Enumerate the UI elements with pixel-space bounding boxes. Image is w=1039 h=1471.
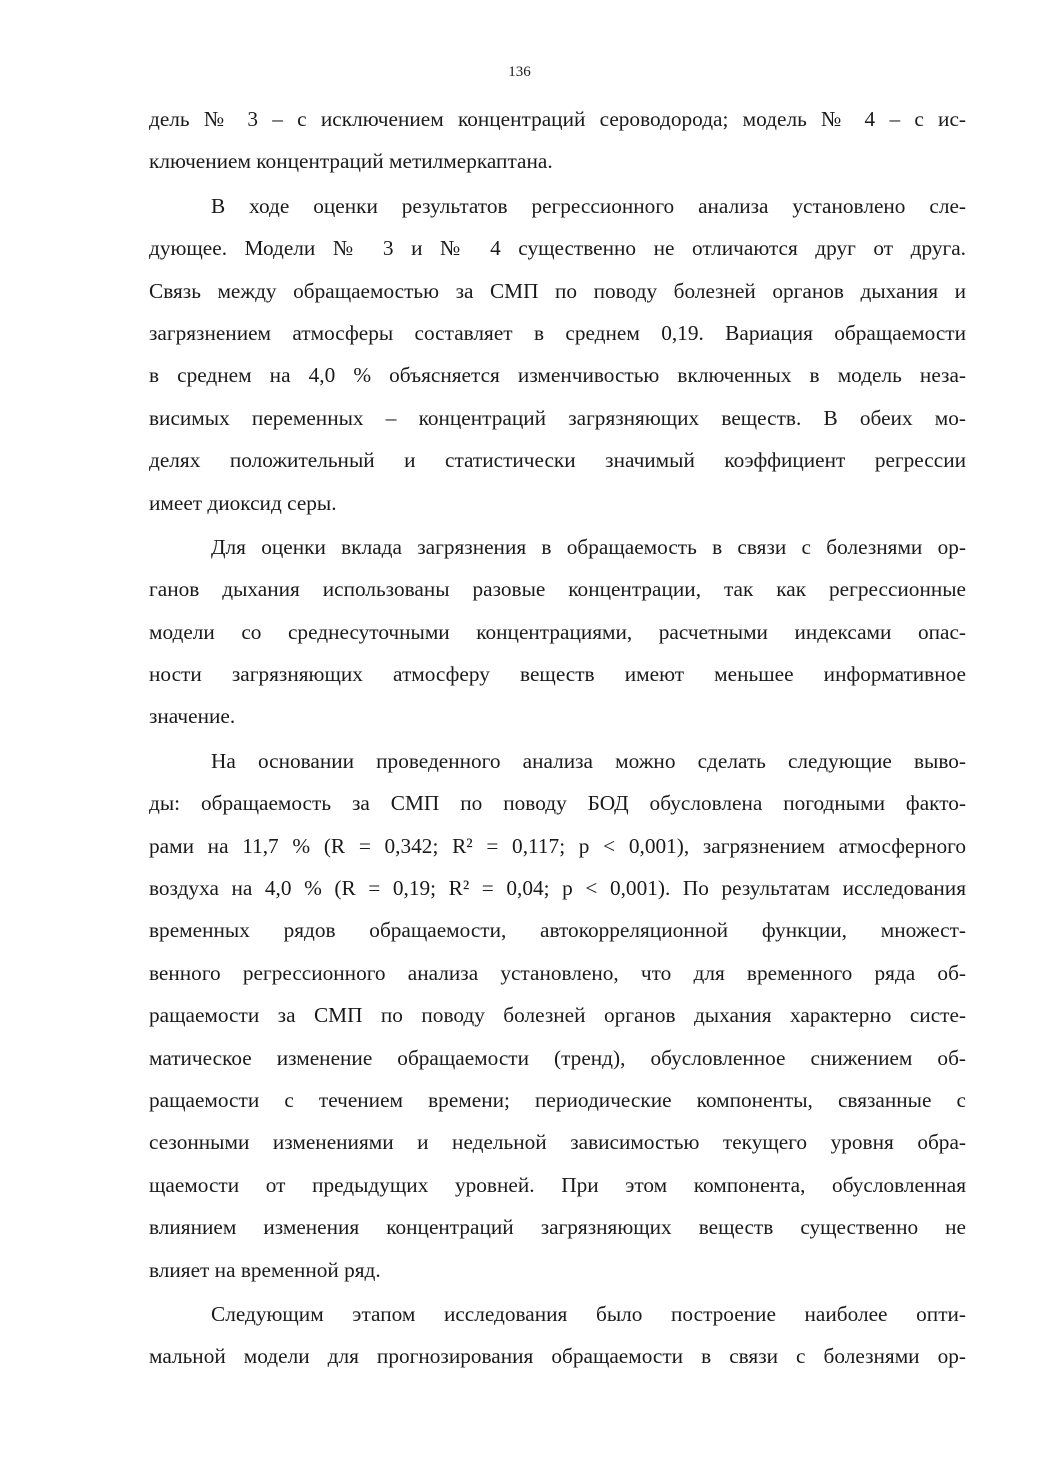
page-number: 136 [508, 64, 531, 80]
document-body [149, 98, 966, 1378]
text-line: ключением концентраций метилмеркаптана. [149, 149, 553, 174]
text-line: ращаемости за СМП по поводу болезней органов дыхания характерно систе- [149, 1003, 966, 1028]
text-line: ды: обращаемость за СМП по поводу БОД обусловлена погодными факто- [149, 791, 966, 816]
text-line: рами на 11,7 % (R = 0,342; R² = 0,117; p < 0,001), загрязнением атмосферного [149, 833, 966, 858]
text-line: ности загрязняющих атмосферу веществ имеют меньшее информативное [149, 662, 966, 687]
text-line: имеет диоксид серы. [149, 490, 337, 515]
text-line: В ходе оценки результатов регрессионного анализа установлено сле- [211, 193, 966, 218]
text-line: временных рядов обращаемости, автокорреляционной функции, множест- [149, 918, 966, 943]
text-line: ращаемости с течением времени; периодические компоненты, связанные с [149, 1087, 966, 1112]
text-line: влиянием изменения концентраций загрязняющих веществ существенно не [149, 1215, 966, 1240]
text-line: дель № 3 – с исключением концентраций сероводорода; модель № 4 – с ис- [149, 107, 966, 131]
text-line: делях положительный и статистически значимый коэффициент регрессии [149, 448, 966, 473]
text-line: Для оценки вклада загрязнения в обращаемость в связи с болезнями ор- [211, 534, 966, 559]
text-line: значение. [149, 704, 236, 729]
text-line: модели со среднесуточными концентрациями, расчетными индексами опас- [149, 619, 966, 644]
text-line: мальной модели для прогнозирования обращаемости в связи с болезнями ор- [149, 1344, 966, 1369]
text-line: висимых переменных – концентраций загрязняющих веществ. В обеих мо- [149, 405, 966, 430]
text-line: дующее. Модели № 3 и № 4 существенно не отличаются друг от друга. [149, 236, 966, 261]
text-line: загрязнением атмосферы составляет в среднем 0,19. Вариация обращаемости [149, 320, 966, 345]
text-line: венного регрессионного анализа установлено, что для временного ряда об- [149, 960, 966, 985]
text-line: На основании проведенного анализа можно сделать следующие выво- [211, 748, 966, 773]
text-line: сезонными изменениями и недельной зависимостью текущего уровня обра- [149, 1130, 966, 1155]
text-line: щаемости от предыдущих уровней. При этом компонента, обусловленная [149, 1172, 966, 1197]
text-line: в среднем на 4,0 % объясняется изменчивостью включенных в модель неза- [149, 363, 966, 388]
text-line: Связь между обращаемостью за СМП по поводу болезней органов дыхания и [149, 278, 966, 303]
text-line: ганов дыхания использованы разовые концентрации, так как регрессионные [149, 577, 966, 602]
text-line: влияет на временной ряд. [149, 1257, 381, 1282]
text-line: матическое изменение обращаемости (тренд), обусловленное снижением об- [149, 1045, 966, 1070]
text-line: Следующим этапом исследования было построение наиболее опти- [211, 1301, 966, 1326]
text-line: воздуха на 4,0 % (R = 0,19; R² = 0,04; p < 0,001). По результатам исследования [149, 876, 966, 901]
